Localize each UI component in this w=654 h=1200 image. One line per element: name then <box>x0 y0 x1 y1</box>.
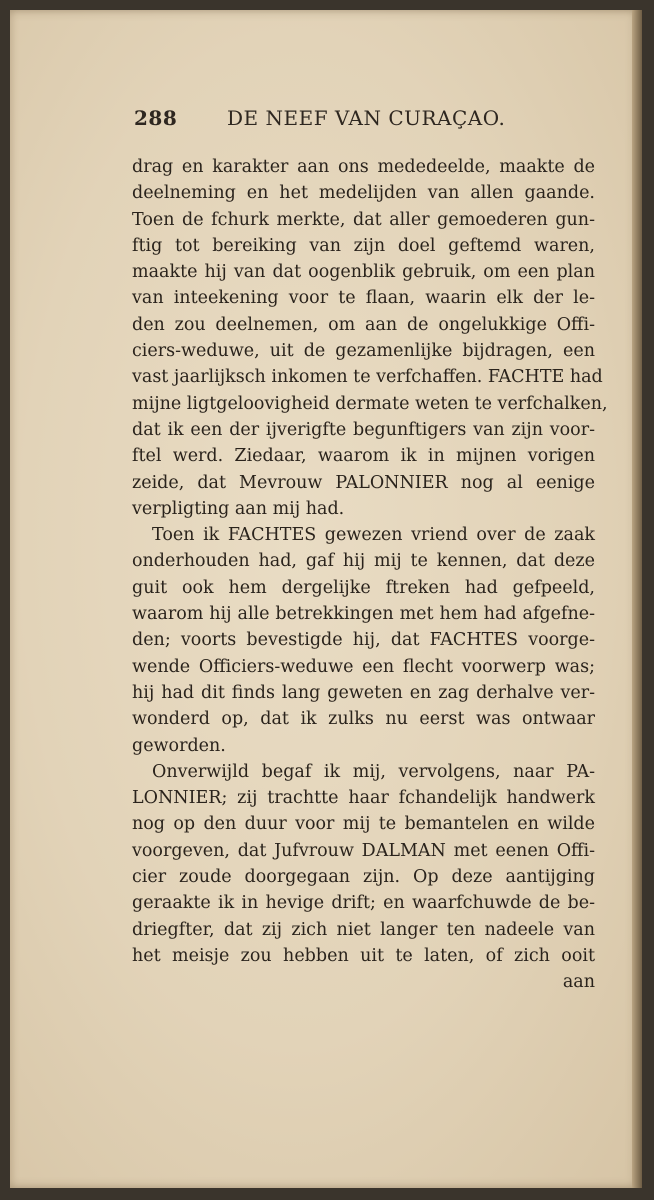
text-line: het meisje zou hebben uit te laten, of zich ooit <box>132 945 595 966</box>
text-line: maakte hij van dat oogenblik gebruik, om een plan <box>132 262 595 283</box>
book-page <box>10 10 642 1188</box>
text-line: drag en karakter aan ons mededeelde, maakte de <box>132 157 595 177</box>
text-line: LONNIER; zij trachtte haar fchandelijk handwerk <box>132 788 595 809</box>
text-line: wonderd op, dat ik zulks nu eerst was ontwaar <box>132 709 595 730</box>
text-line: guit ook hem dergelijke ftreken had gefpeeld, <box>132 577 595 598</box>
page-number: 288 <box>134 106 178 130</box>
text-line: vast jaarlijksch inkomen te verfchaffen. FACHTE had <box>132 367 603 388</box>
text-line: ftig tot bereiking van zijn doel geftemd waren, <box>132 235 595 256</box>
text-line: driegfter, dat zij zich niet langer ten nadeele van <box>132 919 595 940</box>
text-line: van inteekening voor te flaan, waarin elk der le- <box>132 288 595 309</box>
text-line: cier zoude doorgegaan zijn. Op deze aantijging <box>132 867 595 888</box>
paragraph-start-line: Onverwijld begaf ik mij, vervolgens, naar PA- <box>152 761 595 782</box>
text-line: wende Officiers-weduwe een flecht voorwerp was; <box>132 656 595 677</box>
page-gutter-shadow <box>632 10 642 1188</box>
text-line: den zou deelnemen, om aan de ongelukkige Offi- <box>132 314 595 335</box>
text-line: voorgeven, dat Jufvrouw DALMAN met eenen Offi- <box>132 840 595 861</box>
text-line: Toen de fchurk merkte, dat aller gemoederen gun- <box>132 209 595 230</box>
text-line: geraakte ik in hevige drift; en waarfchuwde de be- <box>132 893 595 914</box>
text-line: waarom hij alle betrekkingen met hem had afgefne- <box>132 604 595 625</box>
text-line: ftel werd. Ziedaar, waarom ik in mijnen vorigen <box>132 446 595 467</box>
text-line: den; voorts bevestigde hij, dat FACHTES voorge- <box>132 630 595 651</box>
text-line: zeide, dat Mevrouw PALONNIER nog al eenige <box>132 472 595 493</box>
page-header <box>134 106 514 136</box>
body-text <box>132 154 608 996</box>
text-line: mijne ligtgeloovigheid dermate weten te verfchalken, <box>132 393 608 414</box>
text-line: verpligting aan mij had. <box>132 498 345 519</box>
text-line: ciers-weduwe, uit de gezamenlijke bijdragen, een <box>132 341 595 362</box>
text-line: dat ik een der ijverigfte begunftigers van zijn voor- <box>132 419 595 440</box>
catchword: aan <box>562 972 595 993</box>
text-line: deelneming en het medelijden van allen gaande. <box>132 183 595 204</box>
text-line: hij had dit finds lang geweten en zag derhalve ver- <box>132 682 595 703</box>
text-line: onderhouden had, gaf hij mij te kennen, dat deze <box>132 551 595 572</box>
text-line: geworden. <box>132 735 226 756</box>
text-line: nog op den duur voor mij te bemantelen en wilde <box>132 814 595 835</box>
running-title: DE NEEF VAN CURAÇAO. <box>227 106 506 130</box>
paragraph-start-line: Toen ik FACHTES gewezen vriend over de zaak <box>152 525 595 546</box>
